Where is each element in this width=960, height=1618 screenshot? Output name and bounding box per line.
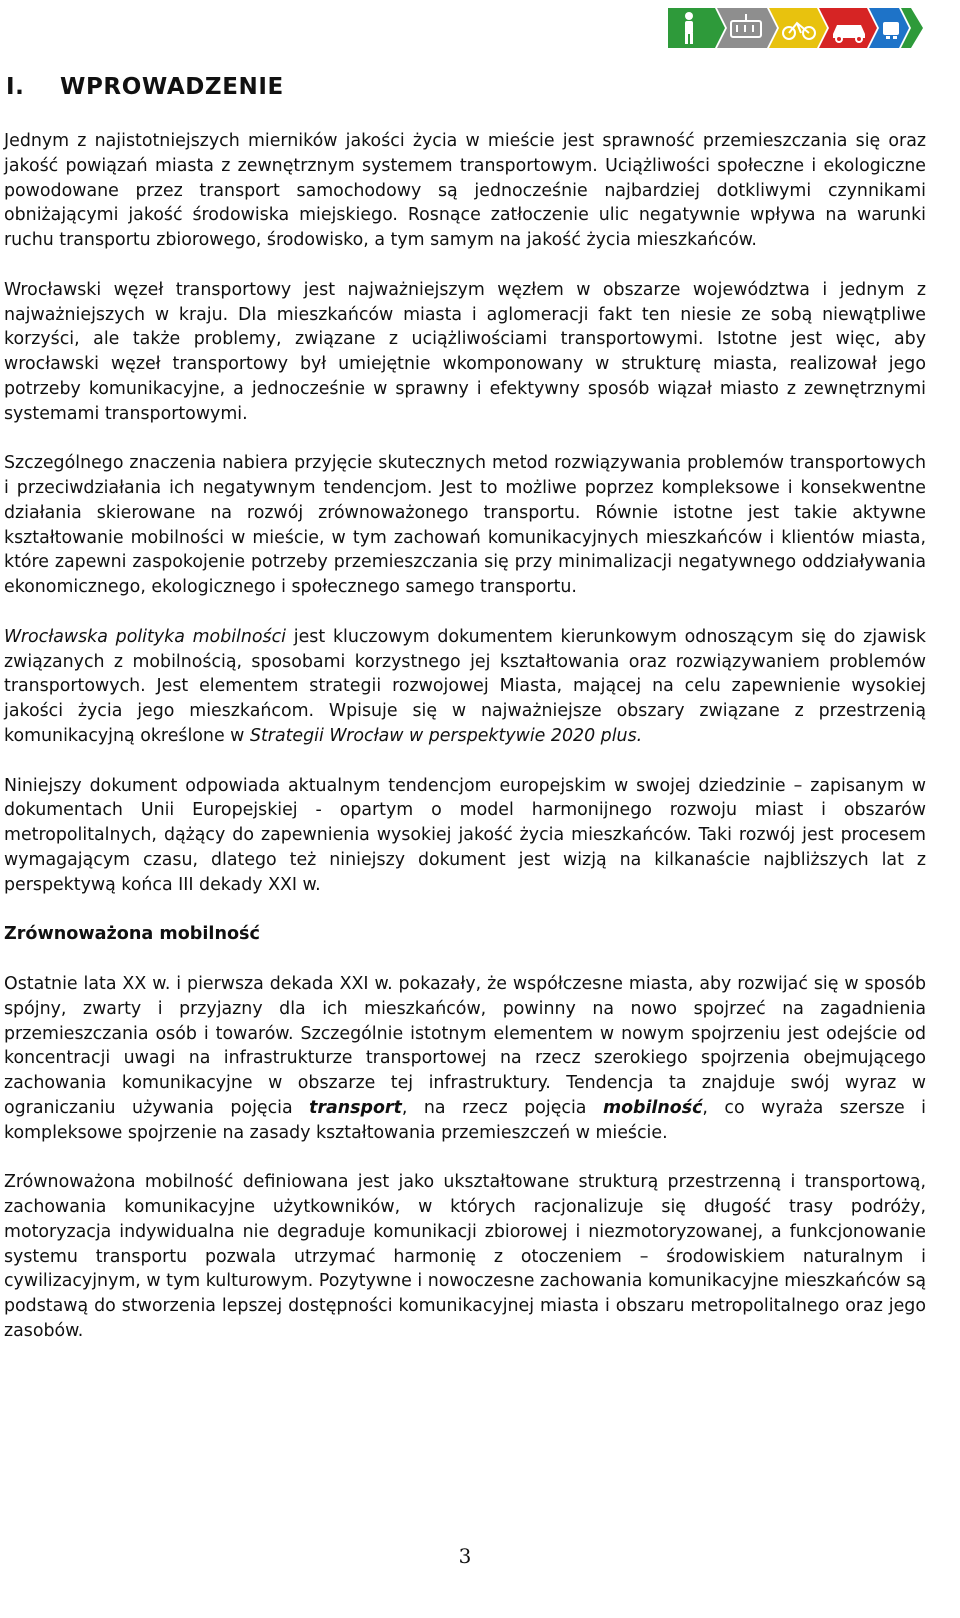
subheading: Zrównoważona mobilność xyxy=(4,924,260,945)
paragraph-5: Niniejszy dokument odpowiada aktualnym tendencjom europejskim w swojej dziedzinie – zapisanym w dokumentach Unii Europejskiej - opartym o model harmonijnego rozwoju miast i obszarów metropolitalnych, dążący do zapewnienia wysokiej jakość życia mieszkańców. Taki rozwój jest procesem wymagającym czasu, dlatego też niniejszy dokument jest wizją na kilkanaście najbliższych lat z perspektywą końca III dekady XXI w. xyxy=(4,775,926,895)
paragraph-7: Zrównoważona mobilność definiowana jest jako ukształtowane strukturą przestrzenną i transportową, zachowania komunikacyjne użytkowników, w których racjonalizuje się długość trasy podróży, motoryzacja indywidualna nie degraduje komunikacji zbiorowej i niezmotoryzowanej, a funkcjonowanie systemu transportu pozwala utrzymać harmonię z otoczeniem – środowiskiem naturalnym i cywilizacyjnym, w tym kulturowym. Pozytywne i nowoczesne zachowania komunikacyjne mieszkańców są podstawą do stworzenia lepszej dostępności komunikacyjnej miasta i obszaru metropolitalnego oraz jego zasobów. xyxy=(4,1172,926,1341)
term-transport: transport xyxy=(309,1097,402,1118)
section-number: I. xyxy=(6,74,25,100)
paragraph-4-text: jest kluczowym dokumentem kierunkowym odnoszącym się do zjawisk związanych z mobilnością, sposobami korzystnego jej kształtowania oraz rozwiązywaniem problemów transportowych. Jest elementem strategii rozwojowej Miasta, mającej na celu zapewnienie wysokiej jakości życia jego mieszkańcom. Wpisuje się w najważniejsze obszary związane z przestrzenią komunikacyjną określone w xyxy=(4,626,926,746)
paragraph-6-text-3: , co wyraża szersze i kompleksowe spojrzenie na zasady kształtowania przemieszczeń w mieście. xyxy=(4,1097,926,1143)
paragraph-6-text-1: Ostatnie lata XX w. i pierwsza dekada XXI w. pokazały, że współczesne miasta, aby rozwijać się w sposób spójny, zwarty i przyjazny dla ich mieszkańców, powinny na nowo spojrzeć na zagadnienia przemieszczania osób i towarów. Szczególnie istotnym elementem w nowym spojrzeniu jest odejście od koncentracji uwagi na infrastrukturze transportowej na rzecz szerokiego spojrzenia obejmującego zachowania komunikacyjne w obszarze tej infrastruktury. Tendencja ta znajduje swój wyraz w ograniczaniu używania pojęcia xyxy=(4,974,926,1118)
pedestrian-segment xyxy=(668,8,725,48)
strategy-title: Strategii Wrocław w perspektywie 2020 plus. xyxy=(249,725,643,746)
page-number: 3 xyxy=(458,1544,472,1568)
paragraph-3: Szczególnego znaczenia nabiera przyjęcie skutecznych metod rozwiązywania problemów transportowych i przeciwdziałania ich negatywnym tendencjom. Jest to możliwe poprzez kompleksowe i konsekwentne działania skierowane na rozwój zrównoważonego transportu. Równie istotne jest takie aktywne kształtowanie mobilności w mieście, w tym zachowań komunikacyjnych mieszkańców i klientów miasta, które zapewni zaspokojenie potrzeby przemieszczania się przy minimalizacji negatywnego oddziaływania ekonomicznego, ekologicznego i społecznego samego transportu. xyxy=(4,453,926,597)
term-mobility: mobilność xyxy=(602,1097,703,1118)
paragraph-6-text-2: , na rzecz pojęcia xyxy=(401,1097,603,1118)
transport-modes-logo xyxy=(667,6,925,50)
paragraph-4 xyxy=(4,625,926,749)
paragraph-6 xyxy=(4,972,926,1145)
section-heading xyxy=(6,74,284,100)
policy-title: Wrocławska polityka mobilności xyxy=(4,626,287,647)
paragraph-2: Wrocławski węzeł transportowy jest najważniejszym węzłem w obszarze województwa i jednym z najważniejszych w kraju. Dla mieszkańców miasta i aglomeracji fakt ten niesie ze sobą niewątpliwe korzyści, ale także problemy, związane z uciążliwościami transportowymi. Istotne jest więc, aby wrocławski węzeł transportowy był umiejętnie wkomponowany w strukturę miasta, realizował jego potrzeby komunikacyjne, a jednocześnie w sprawny i efektywny sposób wiązał miasto z zewnętrznymi systemami transportowymi. xyxy=(4,279,926,424)
document-body xyxy=(4,129,926,1369)
paragraph-1: Jednym z najistotniejszych mierników jakości życia w mieście jest sprawność przemieszczania się oraz jakość powiązań miasta z zewnętrznym systemem transportowym. Uciążliwości społeczne i ekologiczne powodowane przez transport samochodowy są jednocześnie najbardziej dotkliwymi czynnikami obniżającymi jakość środowiska miejskiego. Rosnące zatłoczenie ulic negatywnie wpływa na warunki ruchu transportu zbiorowego, środowisko, a tym samym na jakość życia mieszkańców. xyxy=(4,131,926,250)
section-title: WPROWADZENIE xyxy=(60,74,284,100)
